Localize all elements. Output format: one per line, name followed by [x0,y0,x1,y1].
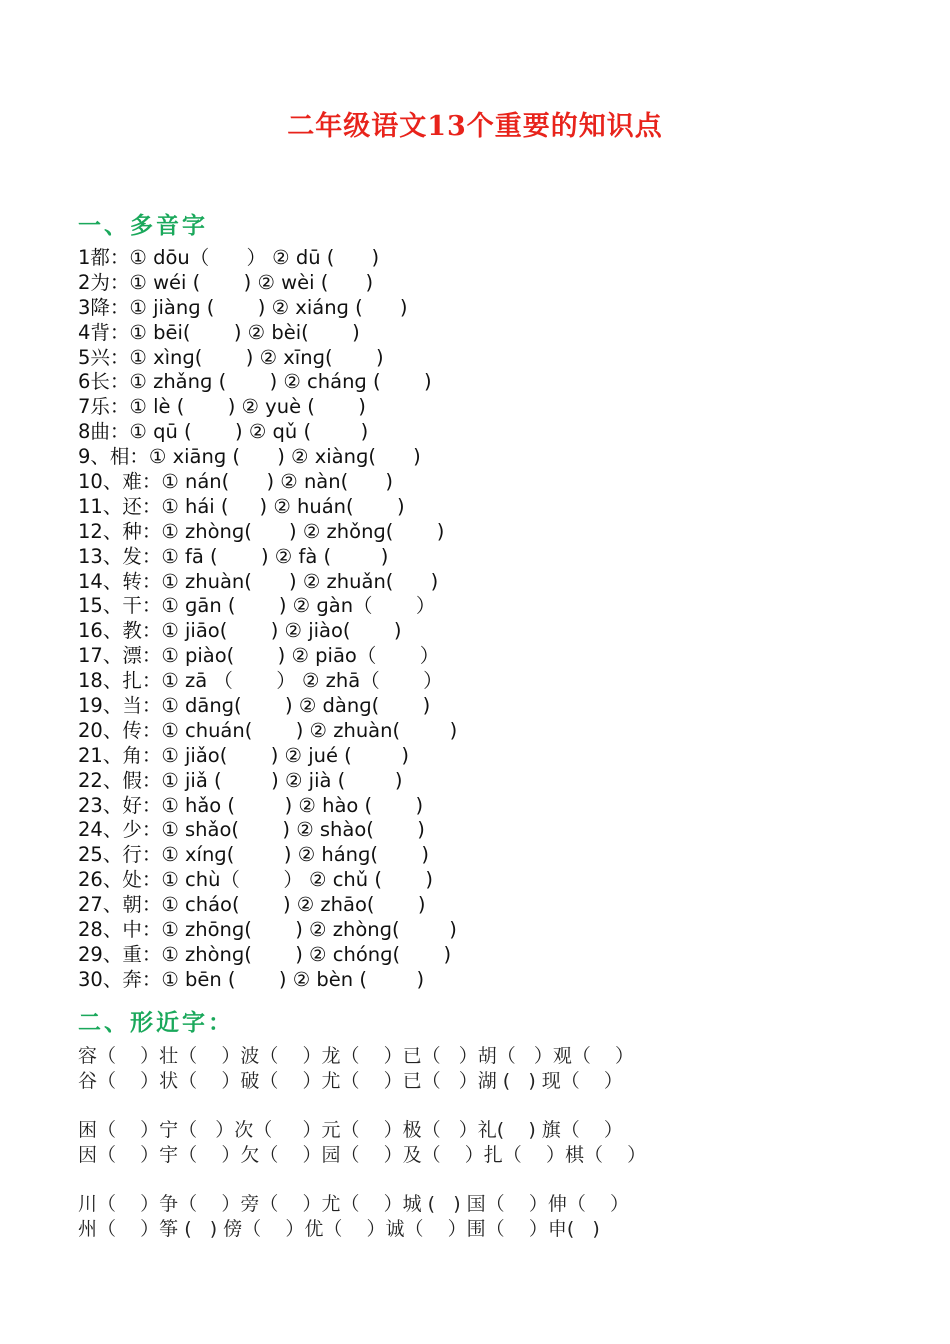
polyphonic-item: 22、假：① jiǎ ( ) ② jià ( ) [78,768,403,792]
similar-chars-row: 因（ ）宇（ ）欠（ ）园（ ）及（ ）扎（ ）棋（ ） [78,1144,647,1166]
page-title: 二年级语文13个重要的知识点 [287,111,663,142]
similar-chars-row: 容（ ）壮（ ）波（ ）龙（ ）已（ ）胡（ ）观（ ） [78,1045,635,1067]
polyphonic-item: 9、相：① xiānɡ ( ) ② xiànɡ( ) [78,445,421,469]
polyphonic-item: 19、当：① dānɡ( ) ② dànɡ( ) [78,694,431,718]
polyphonic-item: 13、发：① fā ( ) ② fà ( ) [78,544,389,568]
polyphonic-item: 17、漂：① piào( ) ② piāo（ ） [78,644,440,668]
section-heading-similar-chars: 二、形近字： [78,1009,234,1036]
polyphonic-item: 16、教：① jiāo( ) ② jiào( ) [78,619,402,643]
polyphonic-item: 28、中：① zhōnɡ( ) ② zhònɡ( ) [78,918,457,942]
similar-chars-group-1 [78,1044,634,1094]
polyphonic-item: 27、朝：① cháo( ) ② zhāo( ) [78,893,426,917]
polyphonic-item: 6长：① zhǎnɡ ( ) ② chánɡ ( ) [78,370,432,394]
polyphonic-item: 25、行：① xínɡ( ) ② hánɡ( ) [78,843,430,867]
section-heading-polyphonic: 一、多音字 [78,212,208,239]
similar-chars-row: 困（ ）宁（ ）次（ ）元（ ）极（ ）礼( ) 旗（ ） [78,1119,623,1141]
polyphonic-item: 23、好：① hǎo ( ) ② hào ( ) [78,793,424,817]
polyphonic-item: 29、重：① zhònɡ( ) ② chónɡ( ) [78,942,452,966]
polyphonic-item: 7乐：① lè ( ) ② yuè ( ) [78,395,366,419]
polyphonic-item: 3降：① jiànɡ ( ) ② xiánɡ ( ) [78,295,408,319]
polyphonic-item: 24、少：① shǎo( ) ② shào( ) [78,818,425,842]
polyphonic-item: 4背：① bēi( ) ② bèi( ) [78,320,360,344]
polyphonic-item: 15、干：① ɡān ( ) ② ɡàn（ ） [78,594,436,618]
polyphonic-item: 30、奔：① bēn ( ) ② bèn ( ) [78,967,425,991]
polyphonic-item: 10、难：① nán( ) ② nàn( ) [78,470,394,494]
similar-chars-group-2 [78,1118,646,1168]
similar-chars-group-3 [78,1192,629,1242]
polyphonic-item: 5兴：① xìnɡ( ) ② xīnɡ( ) [78,345,384,369]
similar-chars-row: 川（ ）争（ ）旁（ ）尤（ ）城 ( ) 国（ ）伸（ ） [78,1193,629,1215]
polyphonic-item: 18、扎：① zā （ ） ② zhā（ ） [78,669,443,693]
polyphonic-item: 21、角：① jiǎo( ) ② jué ( ) [78,743,409,767]
similar-chars-row: 州（ ）筝 ( ) 傍（ ）优（ ）诚（ ）围（ ）申( ) [78,1218,600,1240]
polyphonic-item: 2为：① wéi ( ) ② wèi ( ) [78,270,374,294]
polyphonic-item: 11、还：① hái ( ) ② huán( ) [78,494,405,518]
polyphonic-item: 12、种：① zhònɡ( ) ② zhǒnɡ( ) [78,519,445,543]
polyphonic-list [78,246,457,993]
polyphonic-item: 20、传：① chuán( ) ② zhuàn( ) [78,718,458,742]
polyphonic-item: 8曲：① qū ( ) ② qǔ ( ) [78,420,369,444]
polyphonic-item: 26、处：① chù（ ） ② chǔ ( ) [78,868,433,892]
polyphonic-item: 1都：① dōu（ ） ② dū ( ) [78,246,380,269]
similar-chars-row: 谷（ ）状（ ）破（ ）尤（ ）已（ ）湖 ( ) 现（ ） [78,1070,623,1092]
polyphonic-item: 14、转：① zhuàn( ) ② zhuǎn( ) [78,569,439,593]
